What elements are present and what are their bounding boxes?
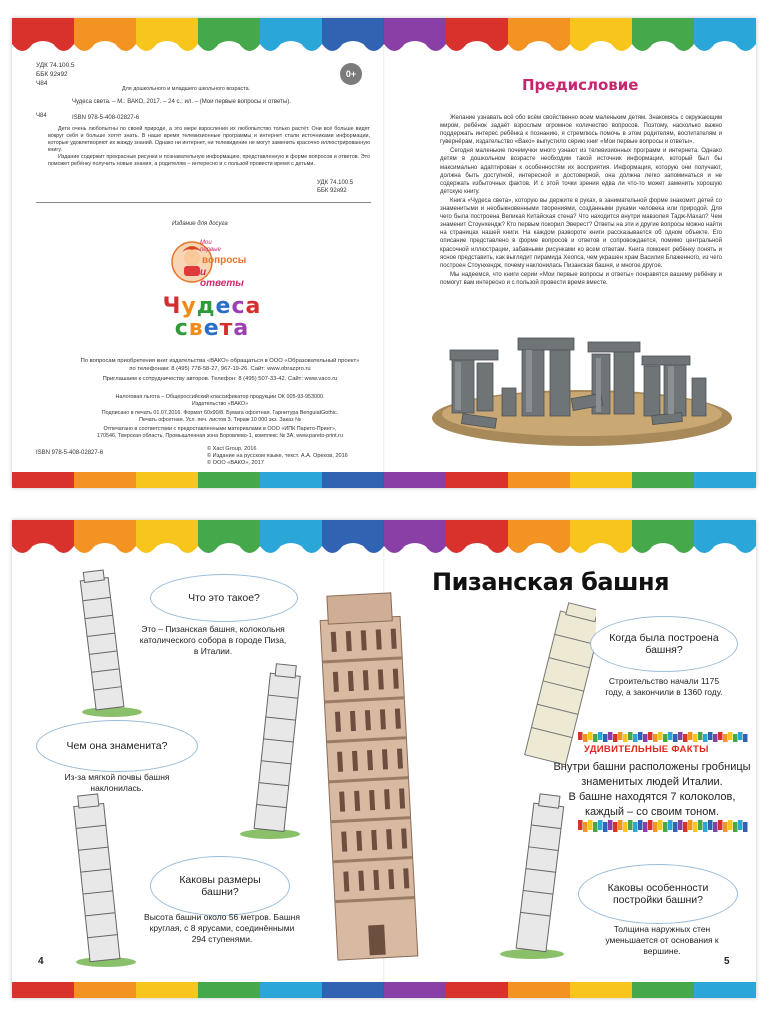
rainbow-ribbon: [578, 732, 748, 762]
wave-segment: [508, 520, 570, 553]
ribbon-stripe: [578, 820, 583, 830]
ribbon-stripe: [613, 822, 618, 832]
question-5: Каковы особенности постройки башни?: [607, 882, 709, 906]
question-bubble-1: [150, 574, 298, 622]
series-logo-word-3: вопросы: [202, 255, 247, 266]
wave-segment: [508, 18, 570, 51]
pisa-tower-drawing: [234, 660, 304, 840]
wave-segment: [12, 18, 74, 51]
age-rating-badge: 0+: [340, 63, 362, 85]
stonehenge-illustration: [422, 318, 742, 453]
page-number-right: 5: [724, 956, 730, 967]
wave-segment: [12, 520, 74, 553]
book-spread-pisa: [12, 520, 756, 998]
ribbon-stripe: [628, 820, 633, 830]
contacts-line-1: По вопросам приобретения книг издательства «ВАКО» обращаться в ООО «Образовательный проект»: [80, 358, 360, 364]
strip-segment: [508, 982, 570, 998]
strip-segment: [446, 472, 508, 488]
preface-paragraph-4: Мы надеемся, что книги серии «Мои первые вопросы и ответы» понравятся вашему ребёнку и помогут вам интересно и с пользой провести время вместе.: [440, 271, 722, 286]
ribbon-stripe: [668, 820, 673, 830]
pisa-tower-drawing: [74, 568, 144, 718]
preface-paragraph-1: Желание узнавать всё обо всём свойственно всем маленьким детям. Знакомясь с окружающим миром, ребёнок задаёт взрослым огромное количество вопросов. Поэтому, насколько важно поддержать интерес ребёнка к познанию, я стремлюсь помочь в этом родителям, воспитателям и гувернёрам, издательство «Вако» выпустило серию книг «Мои первые вопросы и ответы».: [440, 115, 722, 146]
amazing-fact-2: В башне находятся 7 колоколов, каждый – со своим тоном.: [568, 791, 736, 818]
wave-segment: [260, 520, 322, 553]
ribbon-stripe: [703, 822, 708, 832]
question-3: Каковы размеры башни?: [179, 874, 261, 898]
strip-segment: [384, 472, 446, 488]
title-letter: д: [196, 294, 216, 319]
strip-segment: [508, 472, 570, 488]
wave-segment: [322, 18, 384, 51]
ribbon-stripe: [693, 734, 698, 742]
series-logo-word-4: и ответы: [200, 267, 244, 289]
ribbon-stripe: [638, 732, 643, 740]
strip-segment: [322, 982, 384, 998]
ribbon-stripe: [593, 734, 598, 742]
strip-segment: [12, 472, 74, 488]
print-info-5: Отпечатано в соответствии с предоставленными материалами в ООО «ИПК Парето-Принт»,: [103, 426, 337, 432]
strip-segment: [322, 472, 384, 488]
preface-body: [440, 114, 722, 288]
udk-code-right: УДК 74.100.5: [317, 180, 354, 186]
title-letter: е: [203, 316, 220, 341]
wave-segment: [632, 520, 694, 553]
ribbon-stripe: [738, 820, 743, 830]
wave-segment: [322, 520, 384, 553]
ribbon-stripe: [683, 822, 688, 832]
ribbon-stripe: [658, 820, 663, 830]
ribbon-stripe: [663, 734, 668, 742]
strip-segment: [632, 472, 694, 488]
wave-segment: [74, 520, 136, 553]
ribbon-stripe: [693, 822, 698, 832]
print-info-3: Подписано в печать 01.07.2016. Формат 60х90/8. Бумага офсетная. Гарнитура BenguiatGothic.: [101, 410, 339, 416]
contacts-line-3: Приглашаем к сотрудничеству авторов. Телефон: 8 (495) 507-33-42. Сайт: www.vaco.ru: [102, 376, 338, 382]
divider: [36, 202, 371, 203]
ribbon-stripe: [603, 822, 608, 832]
udk-code: УДК 74.100.5: [36, 62, 75, 69]
strip-segment: [74, 472, 136, 488]
ribbon-stripe: [608, 732, 613, 740]
book-spread-preface: [12, 18, 756, 488]
book-title: [162, 296, 262, 340]
wave-segment: [694, 18, 756, 51]
ribbon-stripe: [603, 734, 608, 742]
page-number-left: 4: [38, 956, 44, 967]
wave-segment: [632, 18, 694, 51]
wave-segment: [446, 520, 508, 553]
title-letter: а: [233, 316, 250, 341]
amazing-facts-heading: УДИВИТЕЛЬНЫЕ ФАКТЫ: [584, 744, 709, 755]
ribbon-stripe: [648, 820, 653, 830]
answer-1: Это – Пизанская башня, колокольня католического собора в городе Пиза, в Италии.: [139, 624, 287, 656]
ribbon-stripe: [703, 734, 708, 742]
ribbon-stripe: [728, 732, 733, 740]
contacts-line-2: по телефонам: 8 (495) 778-58-27, 967-19-26. Сайт: www.obrazpro.ru: [129, 366, 311, 372]
ribbon-stripe: [653, 822, 658, 832]
ribbon-stripe: [708, 820, 713, 830]
strip-segment: [260, 472, 322, 488]
ribbon-stripe: [698, 732, 703, 740]
audience-note: Для дошкольного и младшего школьного возраста.: [122, 86, 251, 92]
title-letter: с: [174, 316, 189, 341]
ribbon-stripe: [643, 822, 648, 832]
ribbon-stripe: [648, 732, 653, 740]
print-info-2: Издательство «ВАКО»: [191, 401, 249, 407]
question-1: Что это такое?: [188, 592, 260, 604]
wave-segment: [446, 18, 508, 51]
ribbon-stripe: [743, 822, 748, 832]
wave-segment: [198, 18, 260, 51]
ribbon-stripe: [618, 820, 623, 830]
series-logo: [170, 238, 250, 289]
ribbon-stripe: [723, 822, 728, 832]
wave-segment: [198, 520, 260, 553]
ribbon-stripe: [718, 732, 723, 740]
strip-segment: [570, 472, 632, 488]
summary-paragraph-2: Издание содержит прекрасные рисунки и познавательную информацию, представленную в форме вопросов и ответов. Это поможет ребёнку получить новые знания, а родителям – интересно и с пользой провести время с детьми.: [48, 154, 370, 167]
strip-segment: [136, 472, 198, 488]
ribbon-stripe: [633, 822, 638, 832]
ribbon-stripe: [608, 820, 613, 830]
title-letter: Ч: [162, 294, 182, 319]
question-bubble-5: [578, 864, 738, 924]
bbk-code: ББК 92я92: [36, 71, 68, 78]
answer-3: Высота башни около 56 метров. Башня круглая, с 8 ярусами, соединёнными 294 ступенями.: [144, 912, 300, 944]
ribbon-stripe: [583, 822, 588, 832]
strip-segment: [632, 982, 694, 998]
author-code: Ч84: [36, 80, 48, 87]
ribbon-stripe: [618, 732, 623, 740]
title-letter: а: [245, 294, 262, 319]
wave-segment: [570, 520, 632, 553]
ribbon-stripe: [628, 732, 633, 740]
series-logo-word-2: первые: [200, 247, 221, 253]
catalog-entry: Чудеса света. – М.: ВАКО, 2017. – 24 с.: ил. – (Мои первые вопросы и ответы).: [72, 99, 291, 105]
preface-paragraph-3: Книга «Чудеса света», которую вы держите в руках, в занимательной форме знакомит детей со знаменитыми и необыкновенными творениями, созданными руками человека или природой. Для чего была построена Великая Китайская стена? Что находится внутри мавзолея Тадж-Махал? Чем знаменит Стоунхендж? Кто первым покорил Эверест? Ответы на эти и другие вопросы можно найти на страницах нашей книги. На каждом развороте книги рассказывается об одном объекте. Его описание представлено в форме вопросов и ответов и сопровождается, помимо центральной красочной иллюстрации, забавными рисунками ко всем ответам. Книга поможет ребёнку понять и ясное представить, как выглядит пирамида Хеопса, чем украшен храм Василия Блаженного, из чего построен Стоунхендж, почему наклонилась Пизанская башня, и многое другое.: [440, 197, 722, 269]
wave-segment: [384, 520, 446, 553]
answer-2: Из-за мягкой почвы башня наклонилась.: [64, 772, 170, 793]
strip-segment: [12, 982, 74, 998]
ribbon-stripe: [738, 732, 743, 740]
summary-paragraph-1: Дети очень любопытны по своей природе, а это мере взросления их любопытство только растёт. Они всё больше видят вокруг себя и больше хотят знать. В наше время телевизионные программы и интернет стали источниками информации, которые удовлетворяют их жажду знаний. Однако ни интернет, ни телевидение не могут заменить красочно иллюстрированную книгу.: [48, 126, 370, 153]
bbk-code-right: ББК 92я92: [317, 188, 347, 194]
print-info-4: Печать офсетная. Усл. печ. листов 3. Тираж 10 000 экз. Заказ №: [139, 417, 301, 423]
strip-segment: [198, 472, 260, 488]
title-letter: е: [215, 294, 232, 319]
series-logo-word-1: Мои: [200, 240, 212, 246]
ribbon-stripe: [633, 734, 638, 742]
ribbon-stripe: [708, 732, 713, 740]
ribbon-stripe: [643, 734, 648, 742]
wave-segment: [260, 18, 322, 51]
question-bubble-3: [150, 856, 290, 916]
ribbon-stripe: [733, 822, 738, 832]
ribbon-stripe: [668, 732, 673, 740]
book-title-line-2: [162, 318, 262, 340]
preface-paragraph-2: Сегодня маленькие почемучки много узнают из телевизионных программ и интернета. Однако детям в дошкольном возрасте необходим такой источник информации, который был бы максимально адаптирован к особенностям их восприятия. Информация, которую они получают, должна быть доступной, интересной и достоверной, она должна легко запоминаться и не содержать избыточных фактов. И с этой точки зрения едва ли что-то может заменить хорошую детскую книгу.: [440, 148, 722, 195]
ribbon-stripe: [678, 820, 683, 830]
ribbon-stripe: [623, 822, 628, 832]
preface-title: Предисловие: [522, 76, 639, 94]
ribbon-stripe: [598, 820, 603, 830]
strip-segment: [198, 982, 260, 998]
book-title-line-1: [162, 296, 262, 318]
ribbon-stripe: [613, 734, 618, 742]
ribbon-stripe: [678, 732, 683, 740]
rainbow-ribbon: [578, 820, 748, 834]
print-info-6: 170546, Тверская область, Промышленная зона Боровлево-1, комплекс № 3А, www.pareto-print.ru: [97, 433, 343, 439]
isbn-bottom: ISBN 978-5-408-02827-6: [36, 450, 104, 456]
wave-segment: [74, 18, 136, 51]
question-bubble-2: [36, 720, 198, 772]
ribbon-stripe: [673, 734, 678, 742]
isbn: ISBN 978-5-408-02827-6: [72, 115, 140, 121]
ribbon-stripe: [598, 732, 603, 740]
question-bubble-4: [590, 616, 738, 672]
wave-segment: [136, 18, 198, 51]
wave-segment: [136, 520, 198, 553]
ribbon-stripe: [658, 732, 663, 740]
strip-segment: [446, 982, 508, 998]
ribbon-stripe: [623, 734, 628, 742]
page-title: Пизанская башня: [432, 568, 670, 596]
ribbon-stripe: [728, 820, 733, 830]
strip-segment: [384, 982, 446, 998]
ribbon-stripe: [733, 734, 738, 742]
answer-5: Толщина наружных стен уменьшается от основания к вершине.: [605, 924, 719, 956]
pisa-tower-drawing: [70, 790, 140, 970]
page-gutter: [383, 18, 385, 488]
amazing-fact-1: Внутри башни расположены гробницы знаменитых людей Италии.: [553, 761, 751, 788]
ribbon-stripe: [578, 732, 583, 740]
ribbon-stripe: [723, 734, 728, 742]
strip-segment: [694, 472, 756, 488]
title-letter: у: [181, 294, 197, 319]
edition-label: Издание для досуга: [172, 221, 228, 227]
ribbon-stripe: [698, 820, 703, 830]
title-letter: в: [188, 316, 204, 341]
ribbon-stripe: [673, 822, 678, 832]
ribbon-stripe: [593, 822, 598, 832]
ribbon-stripe: [713, 822, 718, 832]
leaning-tower-of-pisa-photo: [308, 590, 448, 970]
copyright-1: © Xact Group, 2016: [207, 446, 257, 452]
strip-segment: [260, 982, 322, 998]
answer-4: Строительство начали 1175 году, а закончили в 1360 году.: [605, 676, 723, 697]
print-info-1: Налоговая льгота – Общероссийский классификатор продукции ОК 005-93-953000.: [115, 394, 325, 400]
ribbon-stripe: [588, 732, 593, 740]
wave-segment: [384, 18, 446, 51]
strip-segment: [74, 982, 136, 998]
copyright-2: © Издание на русском языке, текст. А.А. Орехов, 2016: [207, 453, 348, 459]
title-letter: т: [219, 316, 234, 341]
strip-segment: [694, 982, 756, 998]
ribbon-stripe: [683, 734, 688, 742]
question-4: Когда была построена башня?: [609, 632, 719, 656]
ribbon-stripe: [718, 820, 723, 830]
ribbon-stripe: [713, 734, 718, 742]
ribbon-stripe: [688, 820, 693, 830]
ribbon-stripe: [663, 822, 668, 832]
copyright-3: © ООО «ВАКО», 2017: [207, 460, 264, 466]
strip-segment: [136, 982, 198, 998]
wave-segment: [694, 520, 756, 553]
wave-segment: [570, 18, 632, 51]
ribbon-stripe: [588, 820, 593, 830]
title-letter: с: [231, 294, 246, 319]
ribbon-stripe: [688, 732, 693, 740]
ribbon-stripe: [638, 820, 643, 830]
strip-segment: [570, 982, 632, 998]
ribbon-stripe: [653, 734, 658, 742]
ribbon-stripe: [583, 734, 588, 742]
ribbon-stripe: [743, 734, 748, 742]
question-2: Чем она знаменита?: [66, 740, 168, 752]
author-code-2: Ч84: [36, 113, 47, 119]
